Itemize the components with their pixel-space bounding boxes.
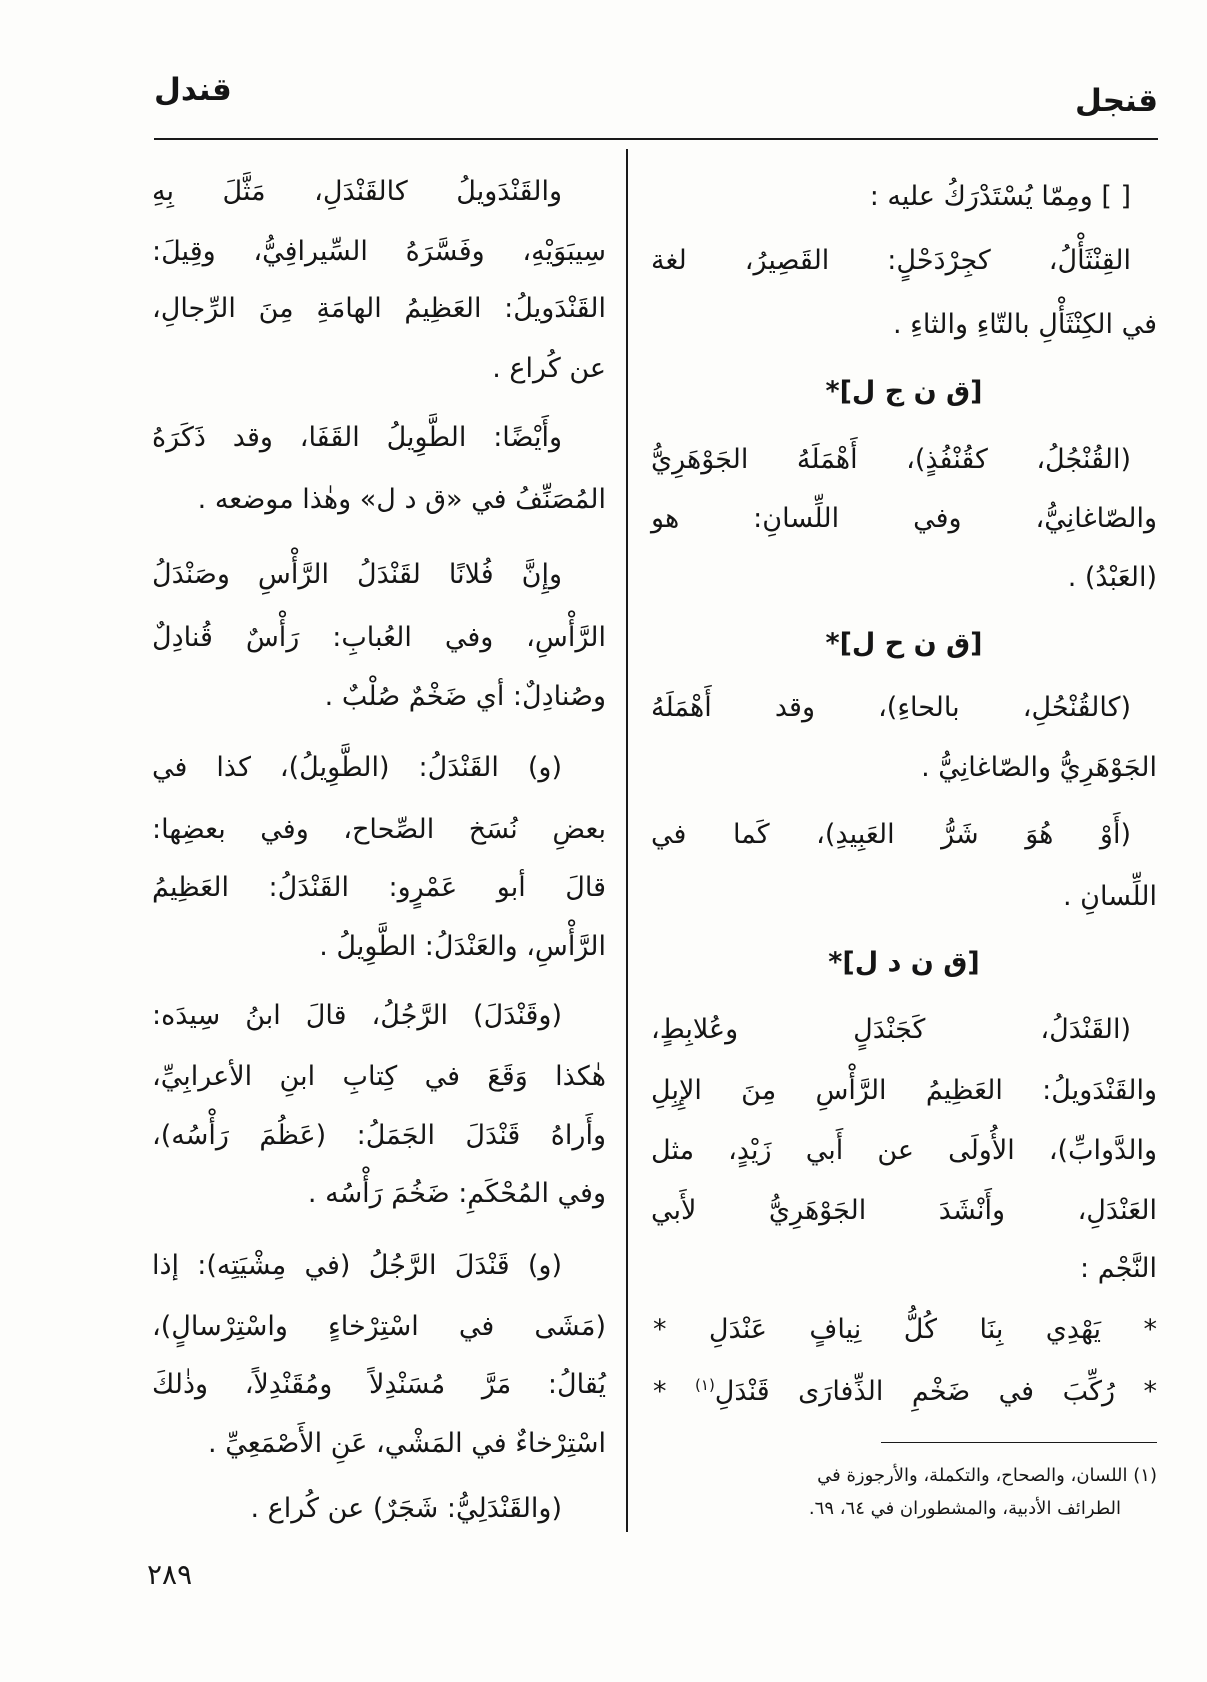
left-column xyxy=(152,0,606,1682)
footnote-rule xyxy=(881,1442,1157,1443)
text-line: العَنْدَلِ، وأَنْشَدَ الجَوْهَرِيُّ لأَبي xyxy=(651,1195,1157,1226)
verse-text: * xyxy=(653,1376,696,1407)
text-line: الرَّأْسِ، وفي العُبابِ: رَأْسٌ قُنادِلٌ xyxy=(152,622,606,653)
text-line: (و) قَنْدَلَ الرَّجُلُ (في مِشْيَتِه): إذا xyxy=(152,1250,562,1281)
text-line: (و) القَنْدَلُ: (الطَّوِيلُ)، كذا في xyxy=(152,752,562,783)
text-line: النَّجْم : xyxy=(1080,1253,1157,1284)
text-line: يُقالُ: مَرَّ مُسَنْدِلاً ومُقَنْدِلاً، وذٰلكَ xyxy=(152,1369,606,1400)
text-line: الجَوْهَرِيُّ والصّاغانِيُّ . xyxy=(921,752,1157,783)
footnote-reference: (١) xyxy=(695,1376,715,1394)
text-line: عن كُراع . xyxy=(492,353,606,384)
text-line: اللِّسانِ . xyxy=(1063,881,1157,912)
text-line: المُصَنِّفُ في «ق د ل» وهٰذا موضعه . xyxy=(197,484,606,515)
text-line: والدَّوابِّ)، الأُولَى عن أَبي زَيْدٍ، مثل xyxy=(651,1135,1157,1166)
text-line: هٰكذا وَقَعَ في كِتابِ ابنِ الأعرابِيِّ، xyxy=(152,1061,606,1092)
text-line: (القَنْدَلُ، كَجَنْدَلٍ وعُلابِطٍ، xyxy=(651,1014,1131,1045)
footnote-marker: (١) xyxy=(1133,1465,1157,1486)
text-line: (وقَنْدَلَ) الرَّجُلُ، قالَ ابنُ سِيدَه: xyxy=(152,1000,562,1031)
text-line: القَنْدَويلُ: العَظِيمُ الهامَةِ مِنَ الرِّجالِ، xyxy=(152,293,606,324)
text-line: (القُنْجُلُ، كقُنْفُذٍ)، أَهْمَلَهُ الجَوْهَرِيُّ xyxy=(651,444,1131,475)
text-line: وإِنَّ فُلانًا لقَنْدَلُ الرَّأْسِ وصَنْدَلُ xyxy=(152,559,562,590)
running-head-left: قندل xyxy=(154,72,232,108)
text-line: قالَ أبو عَمْرٍو: القَنْدَلُ: العَظِيمُ xyxy=(152,872,606,903)
text-line: وأَراهُ قَنْدَلَ الجَمَلُ: (عَظُمَ رَأْسُه)، xyxy=(152,1120,606,1151)
text-line: وفي المُحْكَمِ: ضَخُمَ رَأْسُه . xyxy=(307,1178,606,1209)
entry-heading: [ق ن ج ل]* xyxy=(825,376,983,407)
text-line: (كالقُنْحُلِ، بالحاءِ)، وقد أَهْمَلَهُ xyxy=(651,692,1131,723)
text-line: (العَبْدُ) . xyxy=(1067,562,1157,593)
text-line: والقَنْدَويلُ كالقَنْدَلِ، مَثَّلَ بِهِ xyxy=(152,176,562,207)
verse-line: * يَهْدِي بِنَا كُلُّ نِيافٍ عَنْدَلِ * xyxy=(653,1314,1157,1345)
footnote-text: اللسان، والصحاح، والتكملة، والأرجوزة في xyxy=(817,1465,1128,1486)
right-column xyxy=(651,0,1157,1682)
entry-heading: [ق ن د ل]* xyxy=(828,947,980,978)
text-line: (والقَنْدَلِيُّ: شَجَرٌ) عن كُراع . xyxy=(250,1493,562,1524)
column-divider xyxy=(626,149,628,1532)
text-line: [ ] ومِمّا يُسْتَدْرَكُ عليه : xyxy=(869,181,1131,212)
text-line: والقَنْدَويلُ: العَظِيمُ الرَّأْسِ مِنَ الإِبِلِ xyxy=(651,1075,1157,1106)
page-number: ٢٨٩ xyxy=(147,1558,193,1591)
text-line: (أَوْ هُوَ شَرُّ العَبِيدِ)، كَما في xyxy=(651,819,1131,850)
footnote-line xyxy=(651,1460,1157,1492)
text-line: وأَيْضًا: الطَّوِيلُ القَفَا، وقد ذَكَرَهُ xyxy=(152,422,562,453)
text-line: بعضِ نُسَخ الصِّحاح، وفي بعضِها: xyxy=(152,814,606,845)
text-line: اسْتِرْخاءٌ في المَشْي، عَنِ الأَصْمَعِيِّ . xyxy=(208,1428,606,1459)
text-line: وصُنادِلٌ: أي ضَخْمٌ صُلْبٌ . xyxy=(324,681,606,712)
entry-heading: [ق ن ح ل]* xyxy=(825,628,983,659)
verse-text: * رُكِّبَ في ضَخْمِ الذِّفارَى قَنْدَلِ xyxy=(714,1376,1157,1407)
running-head-right: قنجل xyxy=(1075,83,1158,119)
text-line: في الكِنْثَأْلِ بالتّاءِ والثاءِ . xyxy=(893,309,1157,340)
text-line: سِيبَوَيْهِ، وفَسَّرَهُ السِّيرافِيُّ، وقِيلَ: xyxy=(152,236,606,267)
text-line: (مَشَى في اسْتِرْخاءٍ واسْتِرْسالٍ)، xyxy=(152,1311,606,1342)
verse-line xyxy=(651,1368,1157,1416)
text-line: والصّاغانِيُّ، وفي اللِّسانِ: هو xyxy=(651,503,1157,534)
footnote-line: الطرائف الأدبية، والمشطوران في ٦٤، ٦٩. xyxy=(808,1498,1121,1519)
text-line: القِنْثَأْلُ، كجِرْدَحْلٍ: القَصِيرُ، لغة xyxy=(651,245,1131,276)
text-line: الرَّأْسِ، والعَنْدَلُ: الطَّوِيلُ . xyxy=(319,931,606,962)
